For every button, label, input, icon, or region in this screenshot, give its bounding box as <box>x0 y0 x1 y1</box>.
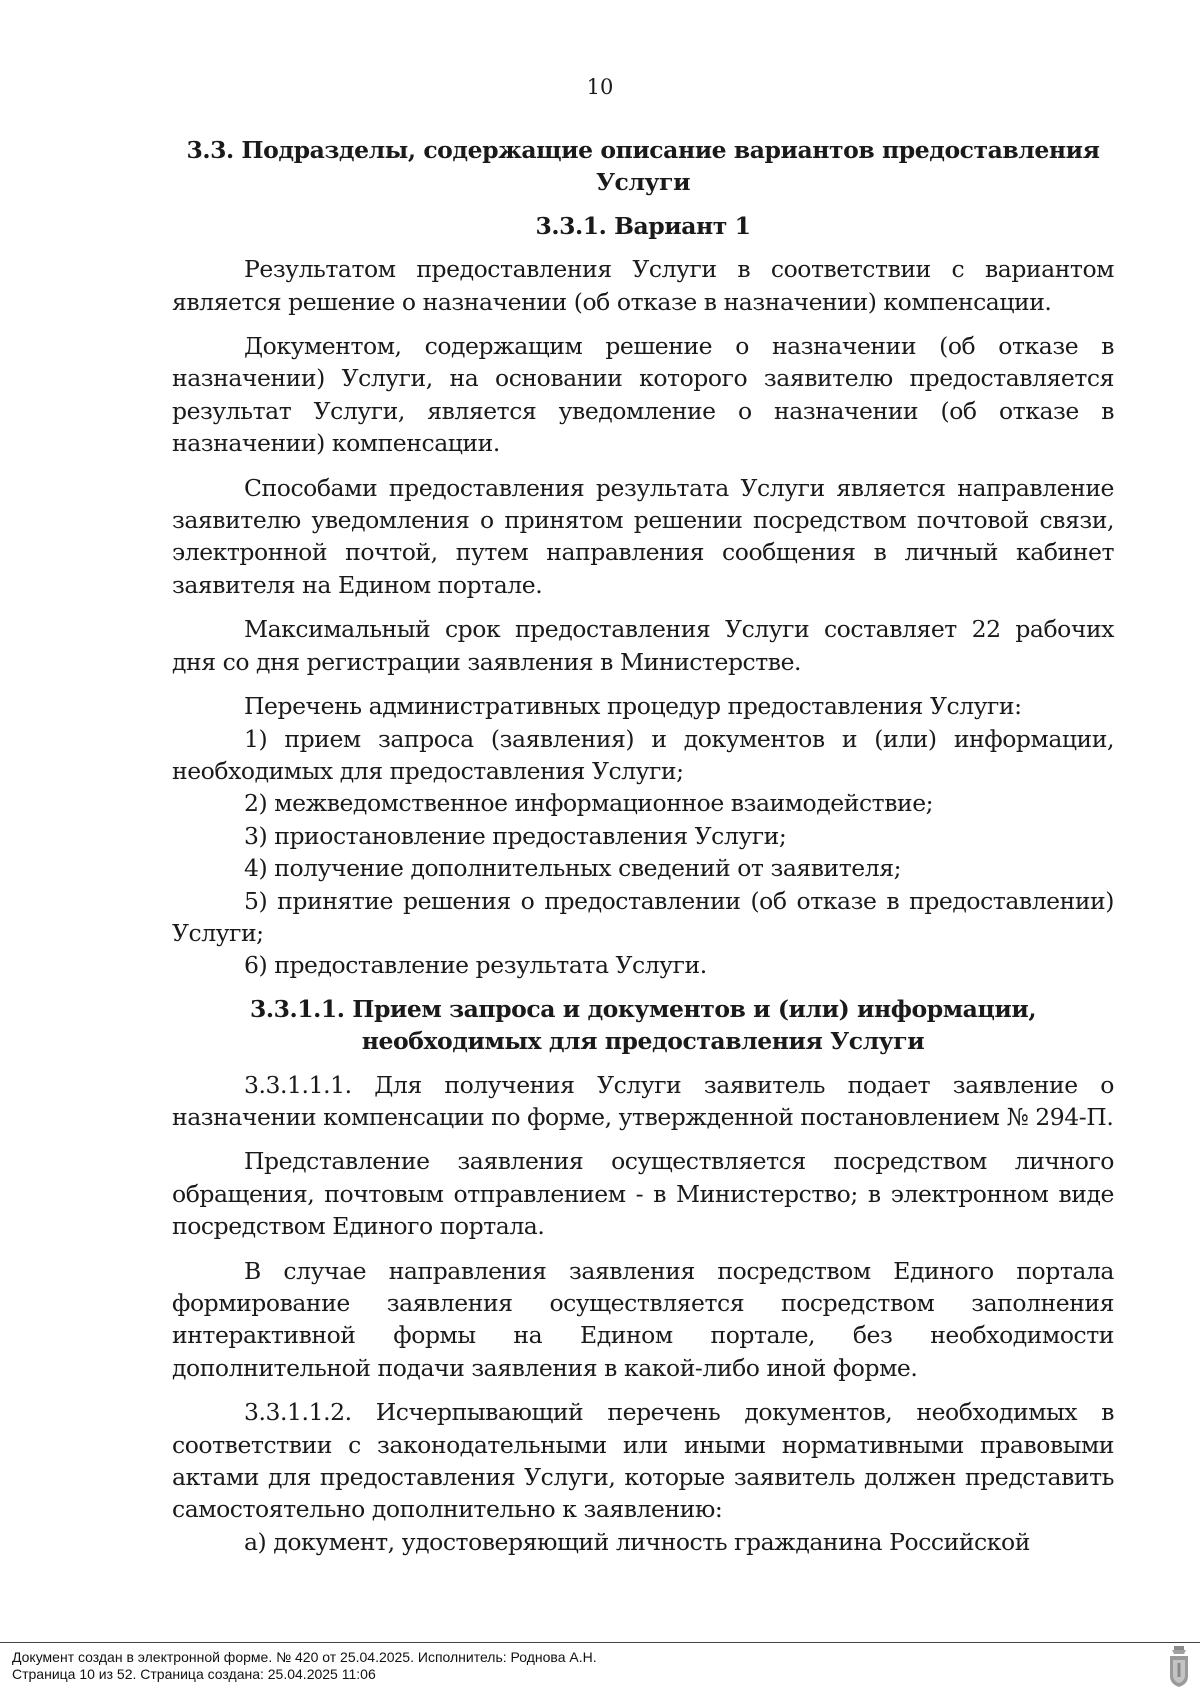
paragraph-document-item: а) документ, удостоверяющий личность гражданина Российской <box>244 1527 1030 1556</box>
footer-line-1: Документ создан в электронной форме. № 420 от 25.04.2025. Исполнитель: Роднова А.Н. <box>12 1649 597 1665</box>
footer-text <box>12 1649 597 1683</box>
paragraph-delivery-methods: Способами предоставления результата Услуги является направление заявителю уведомления о принятом решении посредством почтовой связи, электронной почтой, путем направления сообщения в личный кабинет заявителя на Едином портале. <box>172 473 1114 599</box>
section-heading: 3.3. Подразделы, содержащие описание вариантов предоставления Услуги <box>186 136 1100 197</box>
procedure-item: 5) принятие решения о предоставлении (об отказе в предоставлении) Услуги; <box>172 886 1114 947</box>
procedure-item: 3) приостановление предоставления Услуги; <box>244 821 787 850</box>
paragraph-portal: В случае направления заявления посредством Единого портала формирование заявления осуществляется посредством заполнения интерактивной формы на Едином портале, без необходимости дополнительной подачи заявления в какой-либо иной форме. <box>172 1256 1114 1382</box>
procedures-intro: Перечень административных процедур предоставления Услуги: <box>244 692 1022 721</box>
paragraph-documents-list: 3.3.1.1.2. Исчерпывающий перечень документов, необходимых в соответствии с законодательными или иными нормативными правовыми актами для предоставления Услуги, которые заявитель должен представить самостоятельно дополнительно к заявлению: <box>172 1398 1114 1524</box>
procedure-item: 2) межведомственное информационное взаимодействие; <box>244 789 934 818</box>
footer-line-2: Страница 10 из 52. Страница создана: 25.04.2025 11:06 <box>12 1666 376 1682</box>
paragraph-result-document: Документом, содержащим решение о назначении (об отказе в назначении) Услуги, на основании которого заявителю предоставляется результат Услуги, является уведомление о назначении (об отказе в назначении) компенсации. <box>172 332 1114 458</box>
subsection-heading: 3.3.1.1. Прием запроса и документов и (или) информации, необходимых для предоставления Услуги <box>249 994 1037 1056</box>
page-number: 10 <box>586 75 614 99</box>
procedure-item: 6) предоставление результата Услуги. <box>244 951 707 980</box>
paragraph-application: 3.3.1.1.1. Для получения Услуги заявитель подает заявление о назначении компенсации по форме, утвержденной постановлением № 294-П. <box>172 1070 1114 1131</box>
paragraph-submission: Представление заявления осуществляется посредством личного обращения, почтовым отправлением - в Министерство; в электронном виде посредством Единого портала. <box>172 1147 1114 1241</box>
variant-heading: 3.3.1. Вариант 1 <box>535 211 751 240</box>
paragraph-max-term: Максимальный срок предоставления Услуги составляет 22 рабочих дня со дня регистрации заявления в Министерстве. <box>172 615 1114 676</box>
paragraph-result: Результатом предоставления Услуги в соответствии с вариантом является решение о назначении (об отказе в назначении) компенсации. <box>172 255 1114 316</box>
document-body <box>172 134 1114 1558</box>
document-footer <box>0 1642 1200 1682</box>
coat-of-arms-icon <box>1168 1646 1190 1688</box>
procedure-item: 1) прием запроса (заявления) и документов и (или) информации, необходимых для предоставления Услуги; <box>172 724 1114 785</box>
procedure-item: 4) получение дополнительных сведений от заявителя; <box>244 854 902 883</box>
